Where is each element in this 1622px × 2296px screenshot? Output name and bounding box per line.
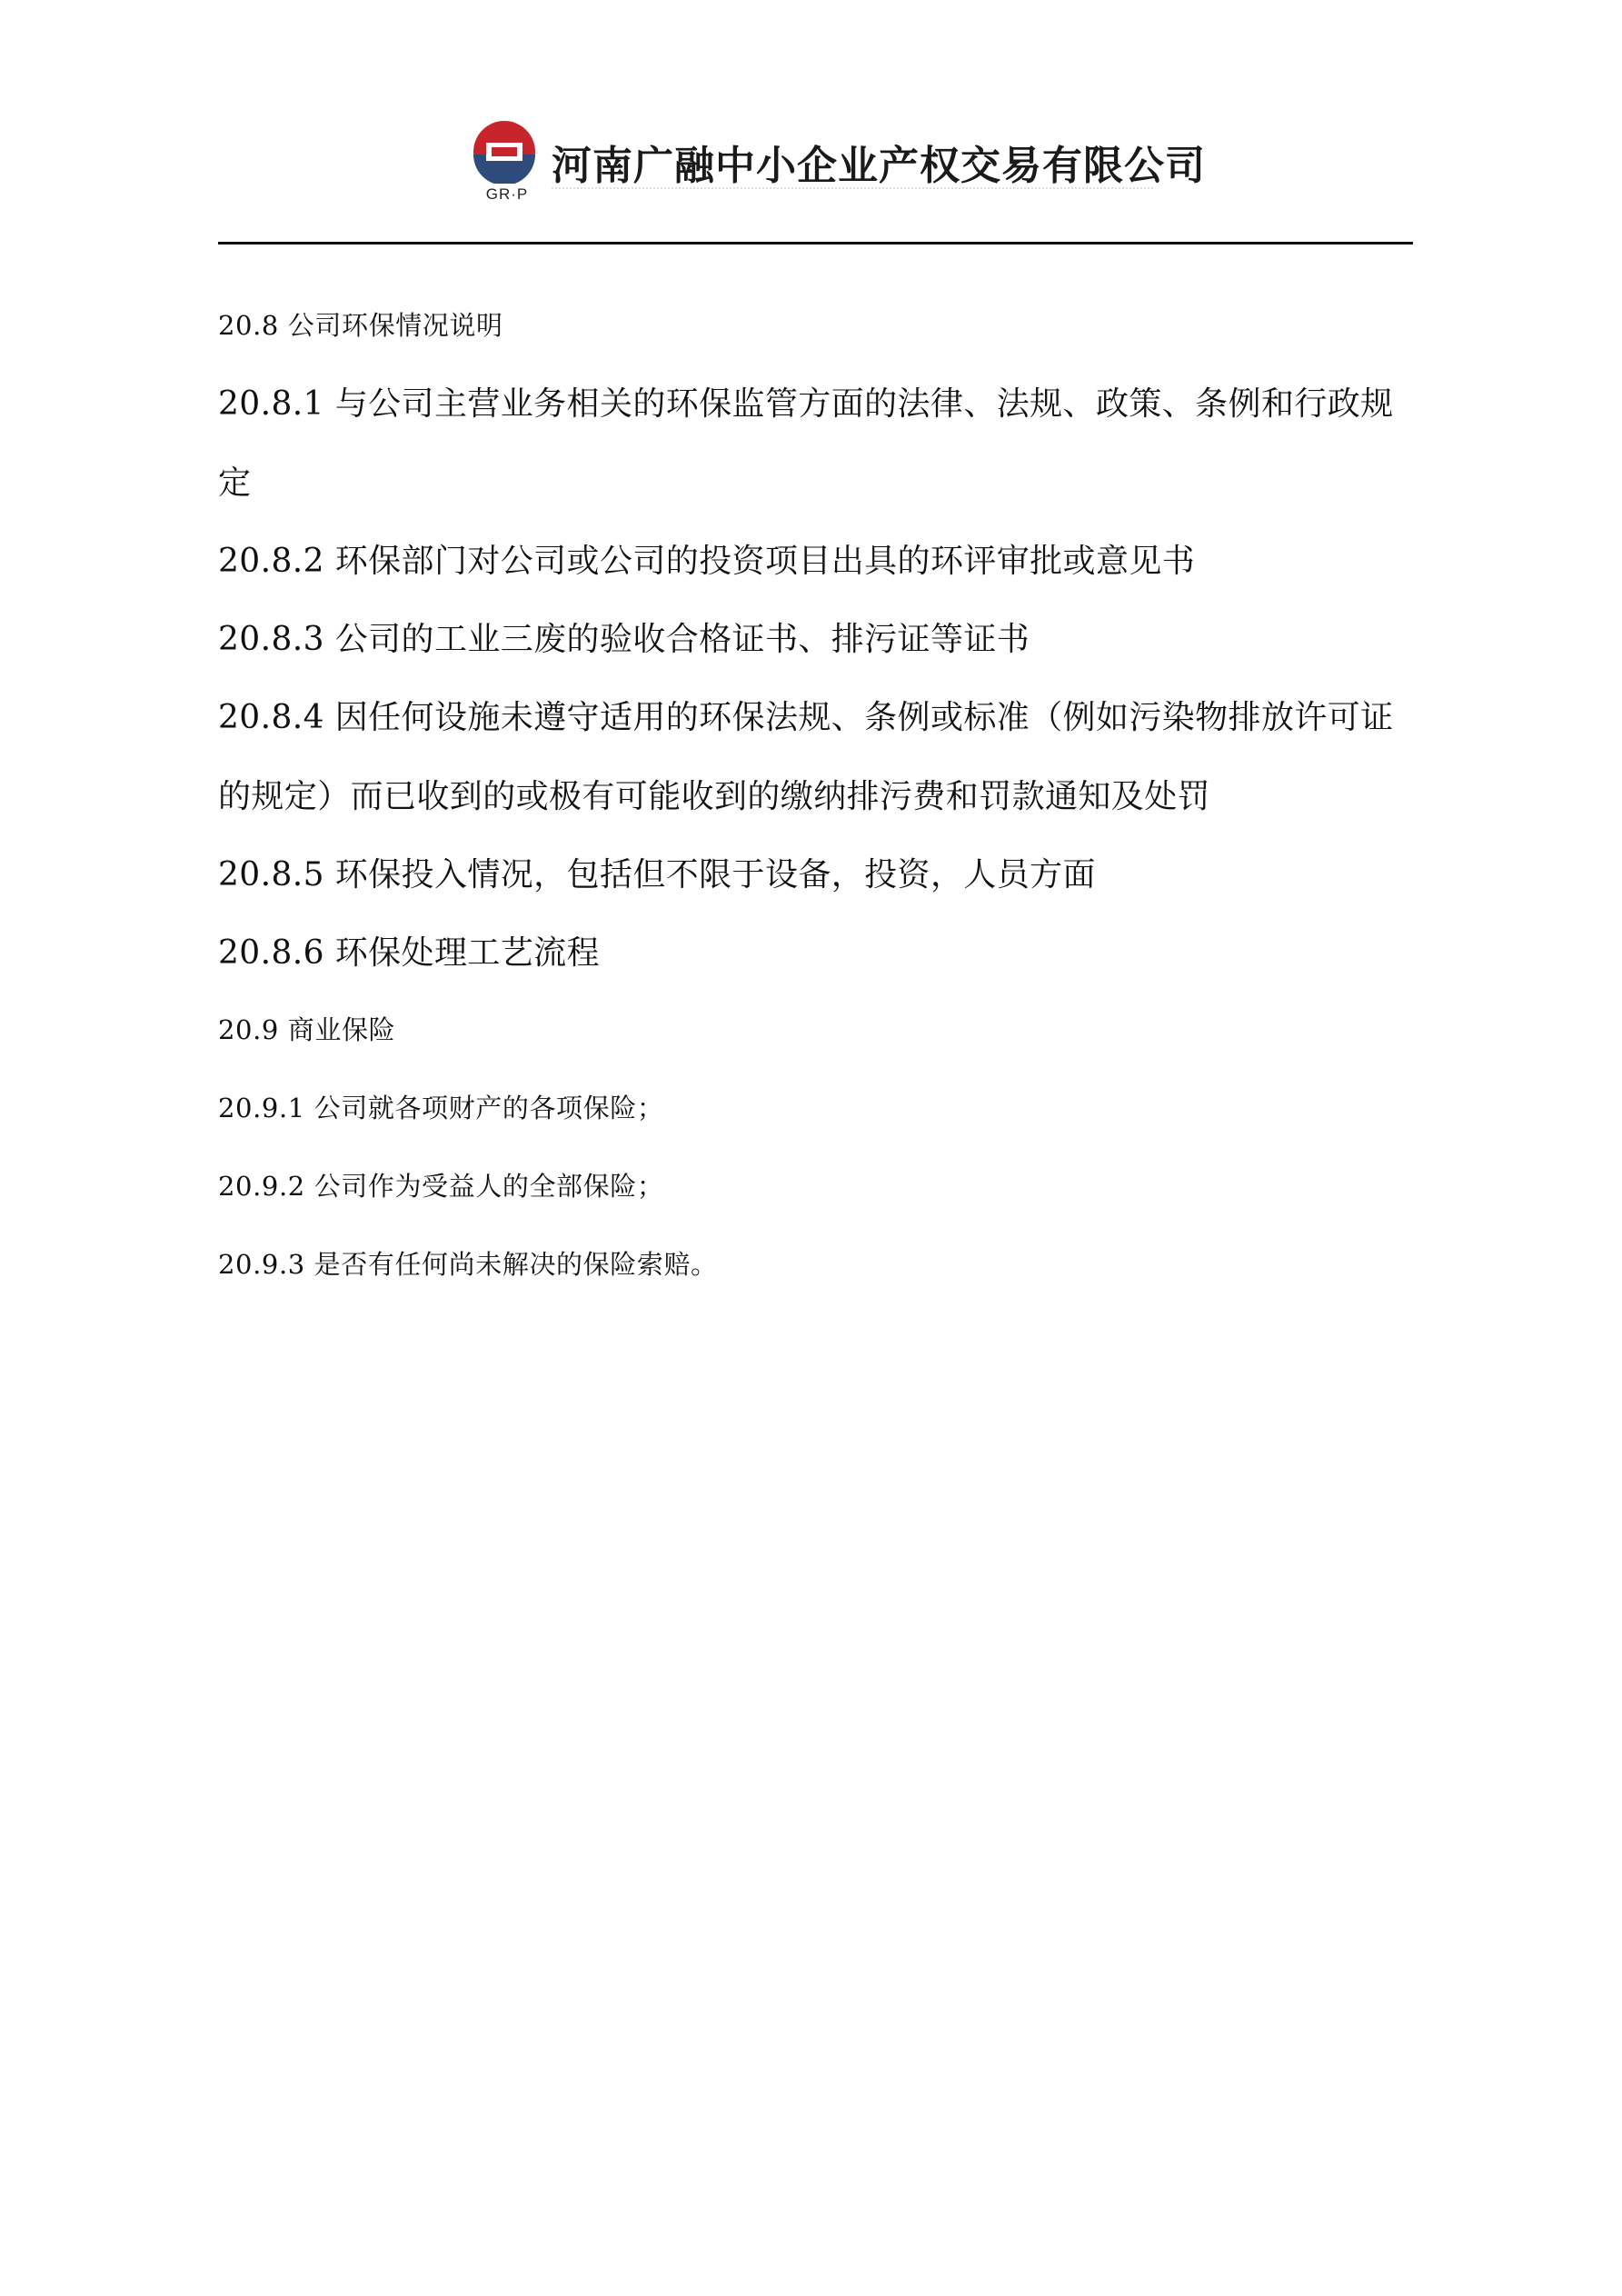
item-20-9-2: 20.9.2 公司作为受益人的全部保险；: [218, 1171, 664, 1202]
item-20-8-5: 20.8.5 环保投入情况，包括但不限于设备，投资，人员方面: [218, 856, 1096, 893]
company-name: 河南广融中小企业产权交易有限公司: [552, 143, 1206, 189]
item-20-8-1: 20.8.1 与公司主营业务相关的环保监管方面的法律、法规、政策、条例和行政规: [218, 385, 1394, 423]
section-heading-20-8: 20.8 公司环保情况说明: [218, 310, 503, 341]
item-20-8-4: 20.8.4 因任何设施未遵守适用的环保法规、条例或标准（例如污染物排放许可证: [218, 699, 1394, 736]
item-20-8-3: 20.8.3 公司的工业三废的验收合格证书、排污证等证书: [218, 621, 1030, 658]
item-20-8-6: 20.8.6 环保处理工艺流程: [218, 934, 600, 972]
company-name-underline: [552, 187, 1153, 200]
document-header: [0, 0, 1622, 245]
item-20-8-1-continued: 定: [218, 464, 252, 502]
section-heading-20-9: 20.9 商业保险: [218, 1014, 396, 1045]
header-divider: [218, 242, 1413, 245]
item-20-9-1: 20.9.1 公司就各项财产的各项保险；: [218, 1093, 664, 1123]
item-20-9-3: 20.9.3 是否有任何尚未解决的保险索赔。: [218, 1249, 718, 1280]
company-logo-icon: [473, 120, 536, 184]
item-20-8-2: 20.8.2 环保部门对公司或公司的投资项目出具的环评审批或意见书: [218, 543, 1196, 580]
logo-caption: GR·P: [485, 185, 529, 203]
item-20-8-4-continued: 的规定）而已收到的或极有可能收到的缴纳排污费和罚款通知及处罚: [218, 778, 1211, 815]
